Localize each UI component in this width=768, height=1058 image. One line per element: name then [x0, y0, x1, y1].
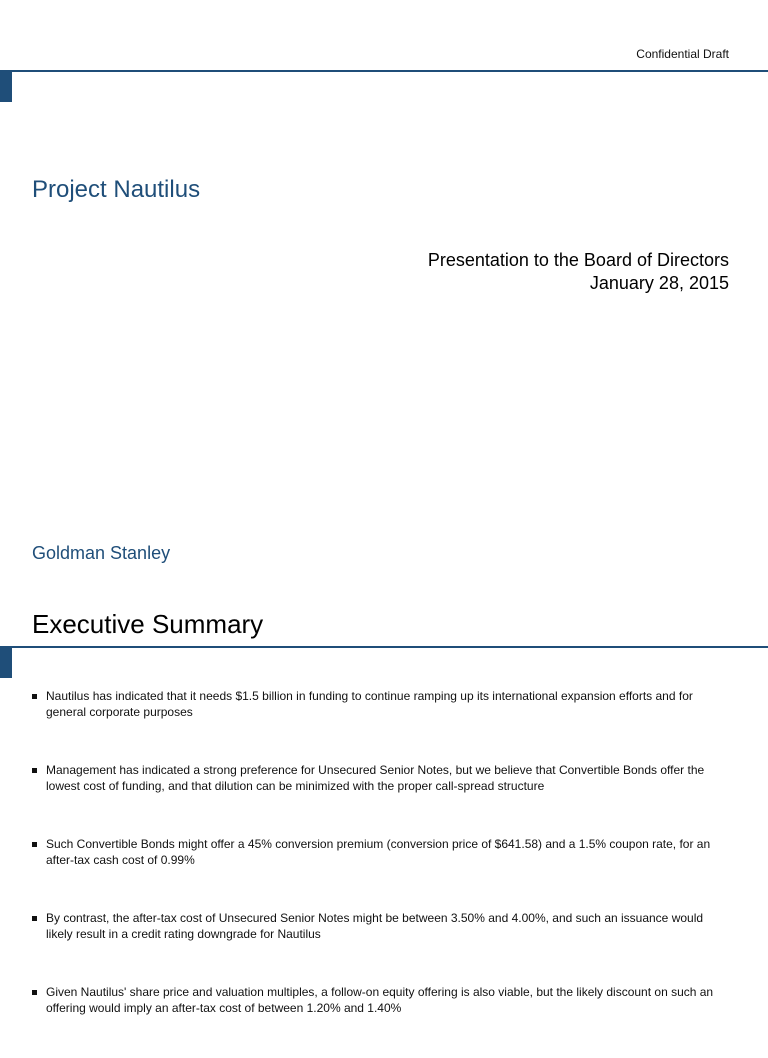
bullet-square-icon — [32, 768, 37, 773]
bullet-square-icon — [32, 694, 37, 699]
summary-bullet — [32, 984, 732, 1058]
firm-name: Goldman Stanley — [32, 543, 171, 563]
header-accent-bar — [0, 70, 12, 102]
bullet-square-icon — [32, 990, 37, 995]
presentation-subtitle — [428, 249, 729, 295]
summary-bullet-list — [32, 688, 732, 1058]
summary-title: Executive Summary — [32, 609, 264, 639]
project-title: Project Nautilus — [32, 176, 201, 203]
bullet-square-icon — [32, 916, 37, 921]
summary-bullet — [32, 688, 732, 762]
header-divider — [0, 70, 768, 72]
confidential-label: Confidential Draft — [636, 47, 729, 61]
bullet-text: Management has indicated a strong preference for Unsecured Senior Notes, but we believe that Convertible Bonds offer the lowest cost of funding, and that dilution can be minimized with the proper call-spread structure — [46, 763, 705, 793]
bullet-text: Given Nautilus' share price and valuation multiples, a follow-on equity offering is also viable, but the likely discount on such an offering would imply an after-tax cost of between 1.20% and 1.40% — [46, 985, 714, 1015]
bullet-text: Nautilus has indicated that it needs $1.5 billion in funding to continue ramping up its international expansion efforts and for general corporate purposes — [46, 689, 693, 719]
summary-bullet — [32, 910, 732, 984]
presentation-date: January 28, 2015 — [589, 273, 729, 293]
presentation-audience: Presentation to the Board of Directors — [427, 250, 729, 270]
summary-bullet — [32, 836, 732, 910]
summary-accent-bar — [0, 646, 12, 678]
bullet-text: Such Convertible Bonds might offer a 45% conversion premium (conversion price of $641.58) and a 1.5% coupon rate, for an after-tax cash cost of 0.99% — [46, 837, 711, 867]
summary-bullet — [32, 762, 732, 836]
bullet-text: By contrast, the after-tax cost of Unsecured Senior Notes might be between 3.50% and 4.00%, and such an issuance would likely result in a credit rating downgrade for Nautilus — [46, 911, 704, 941]
bullet-square-icon — [32, 842, 37, 847]
summary-divider — [0, 646, 768, 648]
